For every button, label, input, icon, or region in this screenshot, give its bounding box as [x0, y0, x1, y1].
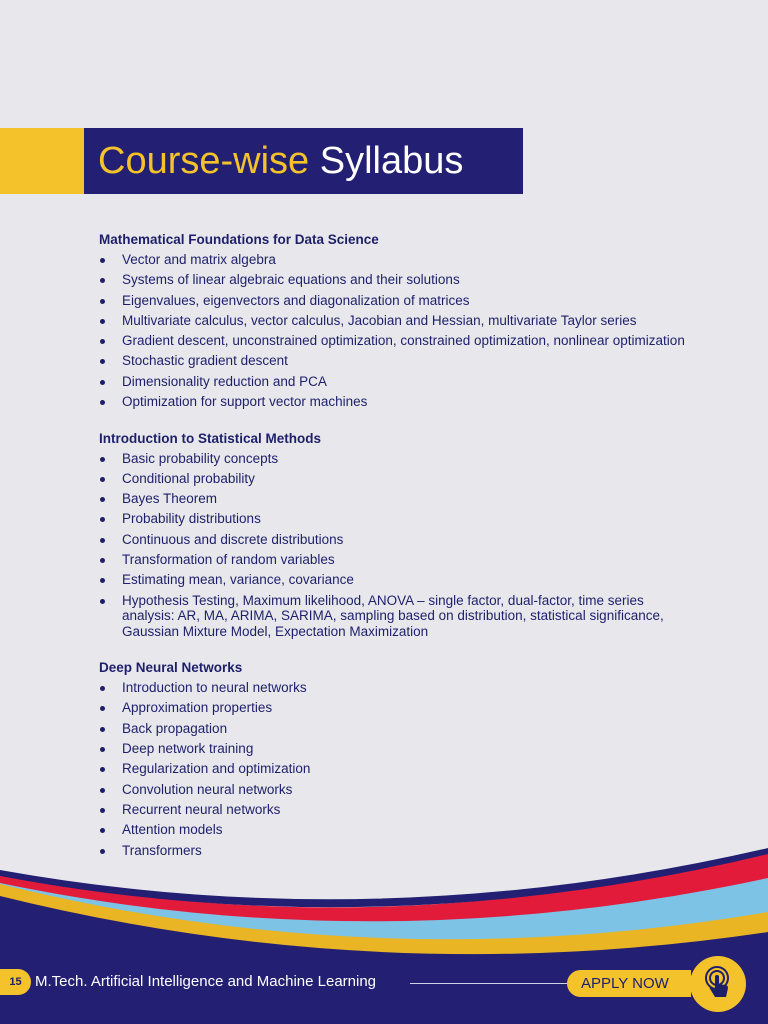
list-item: Hypothesis Testing, Maximum likelihood, ANOVA – single factor, dual-factor, time series analysis: AR, MA, ARIMA, SARIMA, sampling based on distribution, statistical significance, Gaussian Mixture Model, Expectation Maximization [99, 593, 699, 640]
list-item: Introduction to neural networks [99, 680, 699, 696]
list-item: Convolution neural networks [99, 782, 699, 798]
section-deep-neural-networks [99, 659, 699, 858]
section-heading: Introduction to Statistical Methods [99, 430, 321, 446]
list-item: Probability distributions [99, 511, 699, 527]
list-item: Optimization for support vector machines [99, 394, 699, 410]
footer-divider [410, 983, 570, 984]
list-item: Systems of linear algebraic equations and their solutions [99, 272, 699, 288]
list-item: Gradient descent, unconstrained optimization, constrained optimization, nonlinear optimization [99, 333, 699, 349]
list-item: Transformers [99, 843, 699, 859]
list-item: Eigenvalues, eigenvectors and diagonalization of matrices [99, 293, 699, 309]
list-item: Attention models [99, 822, 699, 838]
syllabus-content [99, 231, 699, 878]
list-item: Dimensionality reduction and PCA [99, 374, 699, 390]
page-number-badge: 15 [0, 969, 31, 995]
title-accent-strip [0, 128, 84, 194]
apply-now-button[interactable]: APPLY NOW [567, 970, 691, 997]
list-item: Conditional probability [99, 471, 699, 487]
page-title-part2: Syllabus [319, 140, 464, 182]
page-title-banner [84, 128, 523, 194]
footer-bar [0, 966, 768, 1002]
list-item: Bayes Theorem [99, 491, 699, 507]
tap-hand-icon[interactable] [690, 956, 746, 1012]
list-item: Vector and matrix algebra [99, 252, 699, 268]
section-math-foundations [99, 231, 699, 410]
topic-list [99, 680, 699, 858]
page-title [98, 142, 463, 180]
footer-program-title: M.Tech. Artificial Intelligence and Machine Learning [35, 973, 377, 990]
section-heading: Deep Neural Networks [99, 660, 243, 676]
tap-hand-icon-graphic [698, 964, 738, 1004]
list-item: Back propagation [99, 721, 699, 737]
list-item: Deep network training [99, 741, 699, 757]
list-item: Basic probability concepts [99, 451, 699, 467]
page-title-part1: Course-wise [98, 140, 310, 182]
list-item: Regularization and optimization [99, 761, 699, 777]
list-item: Continuous and discrete distributions [99, 532, 699, 548]
list-item: Transformation of random variables [99, 552, 699, 568]
list-item: Recurrent neural networks [99, 802, 699, 818]
list-item: Multivariate calculus, vector calculus, Jacobian and Hessian, multivariate Taylor series [99, 313, 699, 329]
list-item: Stochastic gradient descent [99, 353, 699, 369]
topic-list [99, 451, 699, 640]
section-heading: Mathematical Foundations for Data Science [99, 232, 379, 247]
topic-list [99, 252, 699, 410]
section-statistical-methods [99, 430, 699, 640]
list-item: Estimating mean, variance, covariance [99, 572, 699, 588]
list-item: Approximation properties [99, 700, 699, 716]
